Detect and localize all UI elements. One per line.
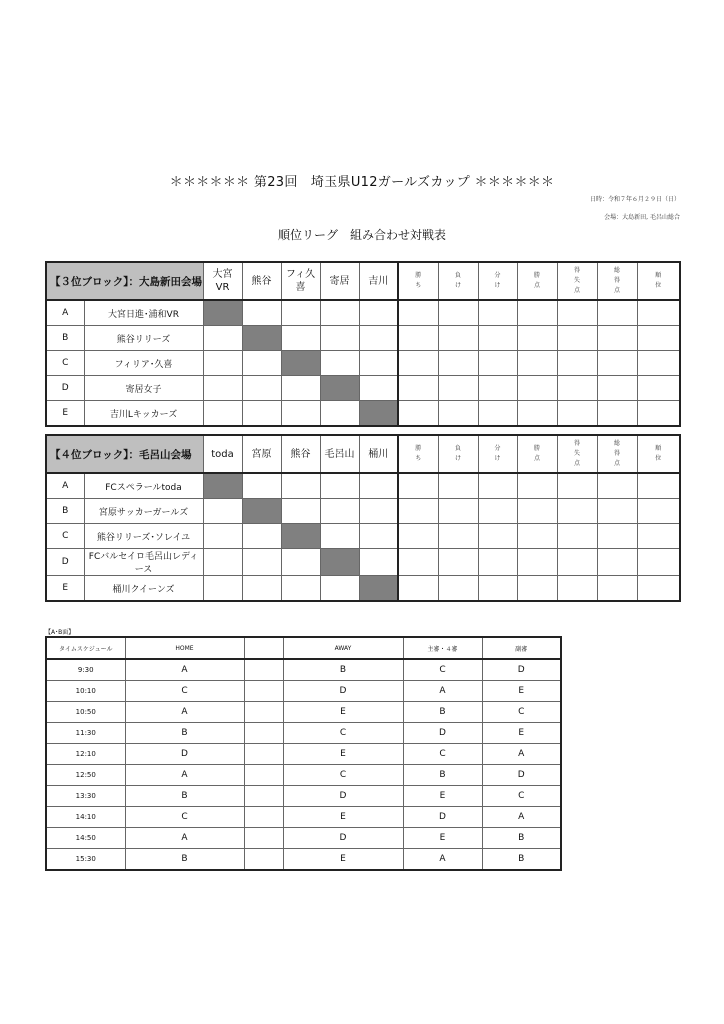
schedule-cell: E — [283, 849, 403, 871]
block3-stat-cell — [398, 300, 438, 326]
block4-team-row — [46, 524, 680, 549]
block3-result-cell — [203, 351, 242, 376]
schedule-cell: A — [125, 702, 244, 723]
schedule-cell: B — [125, 786, 244, 807]
block3-stat-cell — [557, 326, 597, 351]
block4-stat-cell — [597, 576, 637, 602]
block4-stat-cell — [517, 549, 557, 576]
block4-stat-cell — [637, 473, 680, 499]
block3-stat-cell — [398, 376, 438, 401]
block4-stat-cell — [398, 549, 438, 576]
block3-team-letter: A — [46, 300, 84, 326]
block3-stat-cell — [517, 376, 557, 401]
block4-stat-cell — [438, 549, 478, 576]
schedule-cell: C — [403, 659, 482, 681]
block4-result-cell — [281, 499, 320, 524]
block3-stat-cell — [637, 300, 680, 326]
schedule-cell: B — [482, 828, 561, 849]
block3-opponent-header: 吉川 — [359, 262, 398, 300]
block4-stat-cell — [557, 499, 597, 524]
block4-stat-header: 得 失 点 — [557, 435, 597, 473]
block3-self-cell — [203, 300, 242, 326]
block4-stat-cell — [438, 576, 478, 602]
block4-result-cell — [281, 576, 320, 602]
block4-stat-cell — [438, 499, 478, 524]
block4-result-cell — [359, 499, 398, 524]
block4-result-cell — [203, 549, 242, 576]
block3-team-name: 寄居女子 — [84, 376, 203, 401]
block4-stat-cell — [517, 524, 557, 549]
block3-team-row — [46, 376, 680, 401]
block4-team-letter: A — [46, 473, 84, 499]
block3-stat-cell — [597, 326, 637, 351]
schedule-cell: A — [403, 849, 482, 871]
schedule-time: 11:30 — [46, 723, 125, 744]
block3-stat-cell — [557, 300, 597, 326]
block3-result-cell — [242, 376, 281, 401]
block3-stat-cell — [597, 376, 637, 401]
schedule-cell: A — [125, 828, 244, 849]
block4-result-cell — [359, 524, 398, 549]
block4-stat-header: 負 け — [438, 435, 478, 473]
block4-opponent-header: 熊谷 — [281, 435, 320, 473]
schedule-cell: D — [403, 723, 482, 744]
block3-result-cell — [320, 351, 359, 376]
schedule-header-cell: AWAY — [283, 637, 403, 659]
schedule-cell — [244, 807, 283, 828]
block4-self-cell — [203, 473, 242, 499]
block4-result-cell — [203, 576, 242, 602]
schedule-cell: C — [283, 723, 403, 744]
block3-result-cell — [359, 351, 398, 376]
schedule-cell: A — [482, 744, 561, 765]
block3-stat-cell — [478, 401, 517, 427]
block3-stat-cell — [478, 351, 517, 376]
block4-stat-cell — [637, 549, 680, 576]
block4-team-name: 宮原サッカーガールズ — [84, 499, 203, 524]
block3-stat-cell — [438, 351, 478, 376]
schedule-cell — [244, 681, 283, 702]
block3-result-cell — [242, 300, 281, 326]
schedule-cell — [244, 744, 283, 765]
block3-stat-cell — [557, 401, 597, 427]
block3-team-row — [46, 300, 680, 326]
block3-stat-header: 総 得 点 — [597, 262, 637, 300]
schedule-time: 10:50 — [46, 702, 125, 723]
block4-stat-cell — [597, 499, 637, 524]
schedule-table — [45, 636, 562, 871]
block3-stat-cell — [478, 376, 517, 401]
schedule-cell: B — [403, 702, 482, 723]
page-subtitle: 順位リーグ 組み合わせ対戦表 — [277, 228, 446, 242]
schedule-row — [46, 786, 561, 807]
schedule-row — [46, 659, 561, 681]
block4-stat-cell — [637, 576, 680, 602]
block4-stat-cell — [557, 524, 597, 549]
block4-team-name: 桶川クイーンズ — [84, 576, 203, 602]
schedule-row — [46, 744, 561, 765]
block3-opponent-header: 熊谷 — [242, 262, 281, 300]
block3-stat-header: 分 け — [478, 262, 517, 300]
block4-team-row — [46, 499, 680, 524]
block3-team-letter: C — [46, 351, 84, 376]
block4-stat-header: 勝 ち — [398, 435, 438, 473]
block3-self-cell — [281, 351, 320, 376]
block3-result-cell — [359, 376, 398, 401]
schedule-cell — [244, 828, 283, 849]
block3-stat-cell — [557, 376, 597, 401]
schedule-cell: A — [125, 659, 244, 681]
block4-team-name: 熊谷リリーズ･ソレイユ — [84, 524, 203, 549]
block4-stat-cell — [478, 473, 517, 499]
block4-stat-cell — [478, 549, 517, 576]
block4-stat-cell — [597, 549, 637, 576]
block3-stat-cell — [517, 351, 557, 376]
block3-self-cell — [320, 376, 359, 401]
schedule-cell: E — [283, 744, 403, 765]
block4-team-letter: D — [46, 549, 84, 576]
block3-stat-header: 得 失 点 — [557, 262, 597, 300]
block4-stat-cell — [398, 473, 438, 499]
block4-result-cell — [359, 473, 398, 499]
schedule-cell — [244, 702, 283, 723]
block3-result-cell — [359, 326, 398, 351]
block4-self-cell — [242, 499, 281, 524]
schedule-time: 15:30 — [46, 849, 125, 871]
block3-team-letter: E — [46, 401, 84, 427]
block4-stat-cell — [398, 524, 438, 549]
schedule-cell: D — [482, 659, 561, 681]
block4-stat-cell — [398, 576, 438, 602]
block3-header-row — [46, 262, 680, 300]
block3-stat-header: 負 け — [438, 262, 478, 300]
block4-result-cell — [281, 473, 320, 499]
schedule-cell: E — [283, 807, 403, 828]
block3-stat-cell — [517, 300, 557, 326]
block4-table — [45, 434, 681, 602]
block4-result-cell — [242, 576, 281, 602]
schedule-cell: C — [403, 744, 482, 765]
block4-result-cell — [320, 576, 359, 602]
block3-stat-cell — [517, 401, 557, 427]
block3-result-cell — [359, 300, 398, 326]
block3-result-cell — [242, 401, 281, 427]
schedule-time: 10:10 — [46, 681, 125, 702]
block3-stat-cell — [637, 326, 680, 351]
block4-result-cell — [203, 499, 242, 524]
block4-opponent-header: 毛呂山 — [320, 435, 359, 473]
block4-stat-cell — [517, 499, 557, 524]
block3-stat-cell — [398, 326, 438, 351]
schedule-cell: D — [283, 828, 403, 849]
schedule-header-cell — [244, 637, 283, 659]
block3-stat-cell — [557, 351, 597, 376]
block3-team-name: フィリア･久喜 — [84, 351, 203, 376]
schedule-cell — [244, 723, 283, 744]
block3-result-cell — [281, 401, 320, 427]
schedule-cell: E — [403, 786, 482, 807]
block4-team-letter: C — [46, 524, 84, 549]
schedule-row — [46, 849, 561, 871]
block4-stat-cell — [517, 576, 557, 602]
block4-opponent-header: toda — [203, 435, 242, 473]
schedule-cell: B — [125, 849, 244, 871]
block4-result-cell — [242, 473, 281, 499]
page-title: ＊＊＊＊＊＊ 第23回 埼玉県U12ガールズカップ ＊＊＊＊＊＊ — [169, 175, 555, 190]
block3-result-cell — [281, 300, 320, 326]
event-date: 日時：令和７年６月２９日（日） — [589, 196, 680, 203]
block3-stat-cell — [478, 326, 517, 351]
block4-opponent-header: 桶川 — [359, 435, 398, 473]
block3-result-cell — [203, 326, 242, 351]
block4-team-row — [46, 473, 680, 499]
schedule-time: 9:30 — [46, 659, 125, 681]
block4-stat-header: 総 得 点 — [597, 435, 637, 473]
block3-stat-cell — [438, 300, 478, 326]
block4-stat-cell — [478, 499, 517, 524]
block3-result-cell — [320, 300, 359, 326]
block3-team-letter: D — [46, 376, 84, 401]
block4-stat-cell — [517, 473, 557, 499]
schedule-cell: E — [283, 702, 403, 723]
block3-stat-cell — [398, 401, 438, 427]
schedule-cell: C — [125, 807, 244, 828]
block4-team-letter: E — [46, 576, 84, 602]
schedule-cell: B — [125, 723, 244, 744]
block3-stat-header: 順 位 — [637, 262, 680, 300]
schedule-cell: E — [482, 723, 561, 744]
block3-team-row — [46, 326, 680, 351]
block4-stat-cell — [637, 524, 680, 549]
block3-result-cell — [203, 376, 242, 401]
block3-stat-cell — [438, 326, 478, 351]
schedule-cell — [244, 786, 283, 807]
schedule-row — [46, 723, 561, 744]
block3-result-cell — [281, 376, 320, 401]
block3-stat-cell — [597, 300, 637, 326]
schedule-cell — [244, 659, 283, 681]
block3-stat-cell — [517, 326, 557, 351]
block3-opponent-header: フィ久喜 — [281, 262, 320, 300]
schedule-cell: E — [482, 681, 561, 702]
block3-result-cell — [320, 326, 359, 351]
block3-result-cell — [320, 401, 359, 427]
block4-stat-cell — [478, 576, 517, 602]
block4-stat-cell — [398, 499, 438, 524]
block4-stat-cell — [478, 524, 517, 549]
schedule-time: 14:10 — [46, 807, 125, 828]
block4-stat-cell — [557, 473, 597, 499]
block4-result-cell — [320, 473, 359, 499]
block4-result-cell — [320, 524, 359, 549]
schedule-cell: A — [125, 765, 244, 786]
block3-result-cell — [203, 401, 242, 427]
schedule-row — [46, 765, 561, 786]
block3-stat-cell — [438, 376, 478, 401]
schedule-cell: C — [482, 786, 561, 807]
block3-team-name: 大宮日進･浦和VR — [84, 300, 203, 326]
block4-stat-header: 勝 点 — [517, 435, 557, 473]
block4-stat-cell — [597, 524, 637, 549]
block4-self-cell — [281, 524, 320, 549]
block4-stat-cell — [557, 576, 597, 602]
schedule-row — [46, 828, 561, 849]
block4-stat-cell — [637, 499, 680, 524]
block4-result-cell — [203, 524, 242, 549]
schedule-cell: B — [403, 765, 482, 786]
schedule-cell: E — [403, 828, 482, 849]
block3-result-cell — [242, 351, 281, 376]
schedule-cell: B — [283, 659, 403, 681]
schedule-row — [46, 681, 561, 702]
block4-result-cell — [359, 549, 398, 576]
schedule-cell: D — [403, 807, 482, 828]
schedule-cell: A — [403, 681, 482, 702]
schedule-label: 【A･B面】 — [45, 629, 75, 636]
schedule-time: 12:10 — [46, 744, 125, 765]
block3-self-cell — [242, 326, 281, 351]
block4-team-name: FCスペラールtoda — [84, 473, 203, 499]
block4-result-cell — [242, 524, 281, 549]
schedule-header-cell: 主審・４審 — [403, 637, 482, 659]
block3-stat-cell — [597, 351, 637, 376]
block3-team-name: 吉川Lキッカーズ — [84, 401, 203, 427]
block3-self-cell — [359, 401, 398, 427]
schedule-cell: D — [283, 681, 403, 702]
schedule-header-cell: タイムスケジュール — [46, 637, 125, 659]
schedule-cell: C — [125, 681, 244, 702]
block3-team-name: 熊谷リリーズ — [84, 326, 203, 351]
schedule-cell — [244, 765, 283, 786]
block4-stat-cell — [557, 549, 597, 576]
schedule-cell: C — [482, 702, 561, 723]
schedule-cell: B — [482, 849, 561, 871]
schedule-cell: D — [482, 765, 561, 786]
block4-result-cell — [281, 549, 320, 576]
block4-stat-header: 分 け — [478, 435, 517, 473]
schedule-header-cell: HOME — [125, 637, 244, 659]
block3-stat-cell — [478, 300, 517, 326]
schedule-cell — [244, 849, 283, 871]
block3-stat-header: 勝 点 — [517, 262, 557, 300]
block3-table — [45, 261, 681, 427]
schedule-cell: A — [482, 807, 561, 828]
schedule-header-cell: 副審 — [482, 637, 561, 659]
block3-stat-header: 勝 ち — [398, 262, 438, 300]
block3-result-cell — [281, 326, 320, 351]
block3-opponent-header: 寄居 — [320, 262, 359, 300]
block4-result-cell — [242, 549, 281, 576]
block4-title: 【４位ブロック】：毛呂山会場 — [46, 435, 203, 473]
block3-stat-cell — [637, 401, 680, 427]
block4-team-row — [46, 549, 680, 576]
block4-header-row — [46, 435, 680, 473]
block4-stat-cell — [438, 473, 478, 499]
block4-team-letter: B — [46, 499, 84, 524]
schedule-header-row — [46, 637, 561, 659]
block4-stat-header: 順 位 — [637, 435, 680, 473]
block3-title: 【３位ブロック】：大島新田会場 — [46, 262, 203, 300]
schedule-row — [46, 807, 561, 828]
block3-stat-cell — [438, 401, 478, 427]
block4-stat-cell — [597, 473, 637, 499]
block3-team-row — [46, 351, 680, 376]
block3-stat-cell — [398, 351, 438, 376]
block4-result-cell — [320, 499, 359, 524]
block4-team-name: FCバルセイロ毛呂山レディース — [84, 549, 203, 576]
block3-team-letter: B — [46, 326, 84, 351]
block3-stat-cell — [597, 401, 637, 427]
schedule-time: 13:30 — [46, 786, 125, 807]
block4-self-cell — [320, 549, 359, 576]
block3-opponent-header: 大宮 VR — [203, 262, 242, 300]
schedule-time: 12:50 — [46, 765, 125, 786]
event-venue: 会場：大島新田, 毛呂山総合 — [604, 214, 680, 221]
block4-opponent-header: 宮原 — [242, 435, 281, 473]
block3-team-row — [46, 401, 680, 427]
schedule-cell: C — [283, 765, 403, 786]
block3-stat-cell — [637, 376, 680, 401]
schedule-cell: D — [283, 786, 403, 807]
schedule-row — [46, 702, 561, 723]
block4-stat-cell — [438, 524, 478, 549]
block4-team-row — [46, 576, 680, 602]
schedule-time: 14:50 — [46, 828, 125, 849]
schedule-cell: D — [125, 744, 244, 765]
block4-self-cell — [359, 576, 398, 602]
block3-stat-cell — [637, 351, 680, 376]
